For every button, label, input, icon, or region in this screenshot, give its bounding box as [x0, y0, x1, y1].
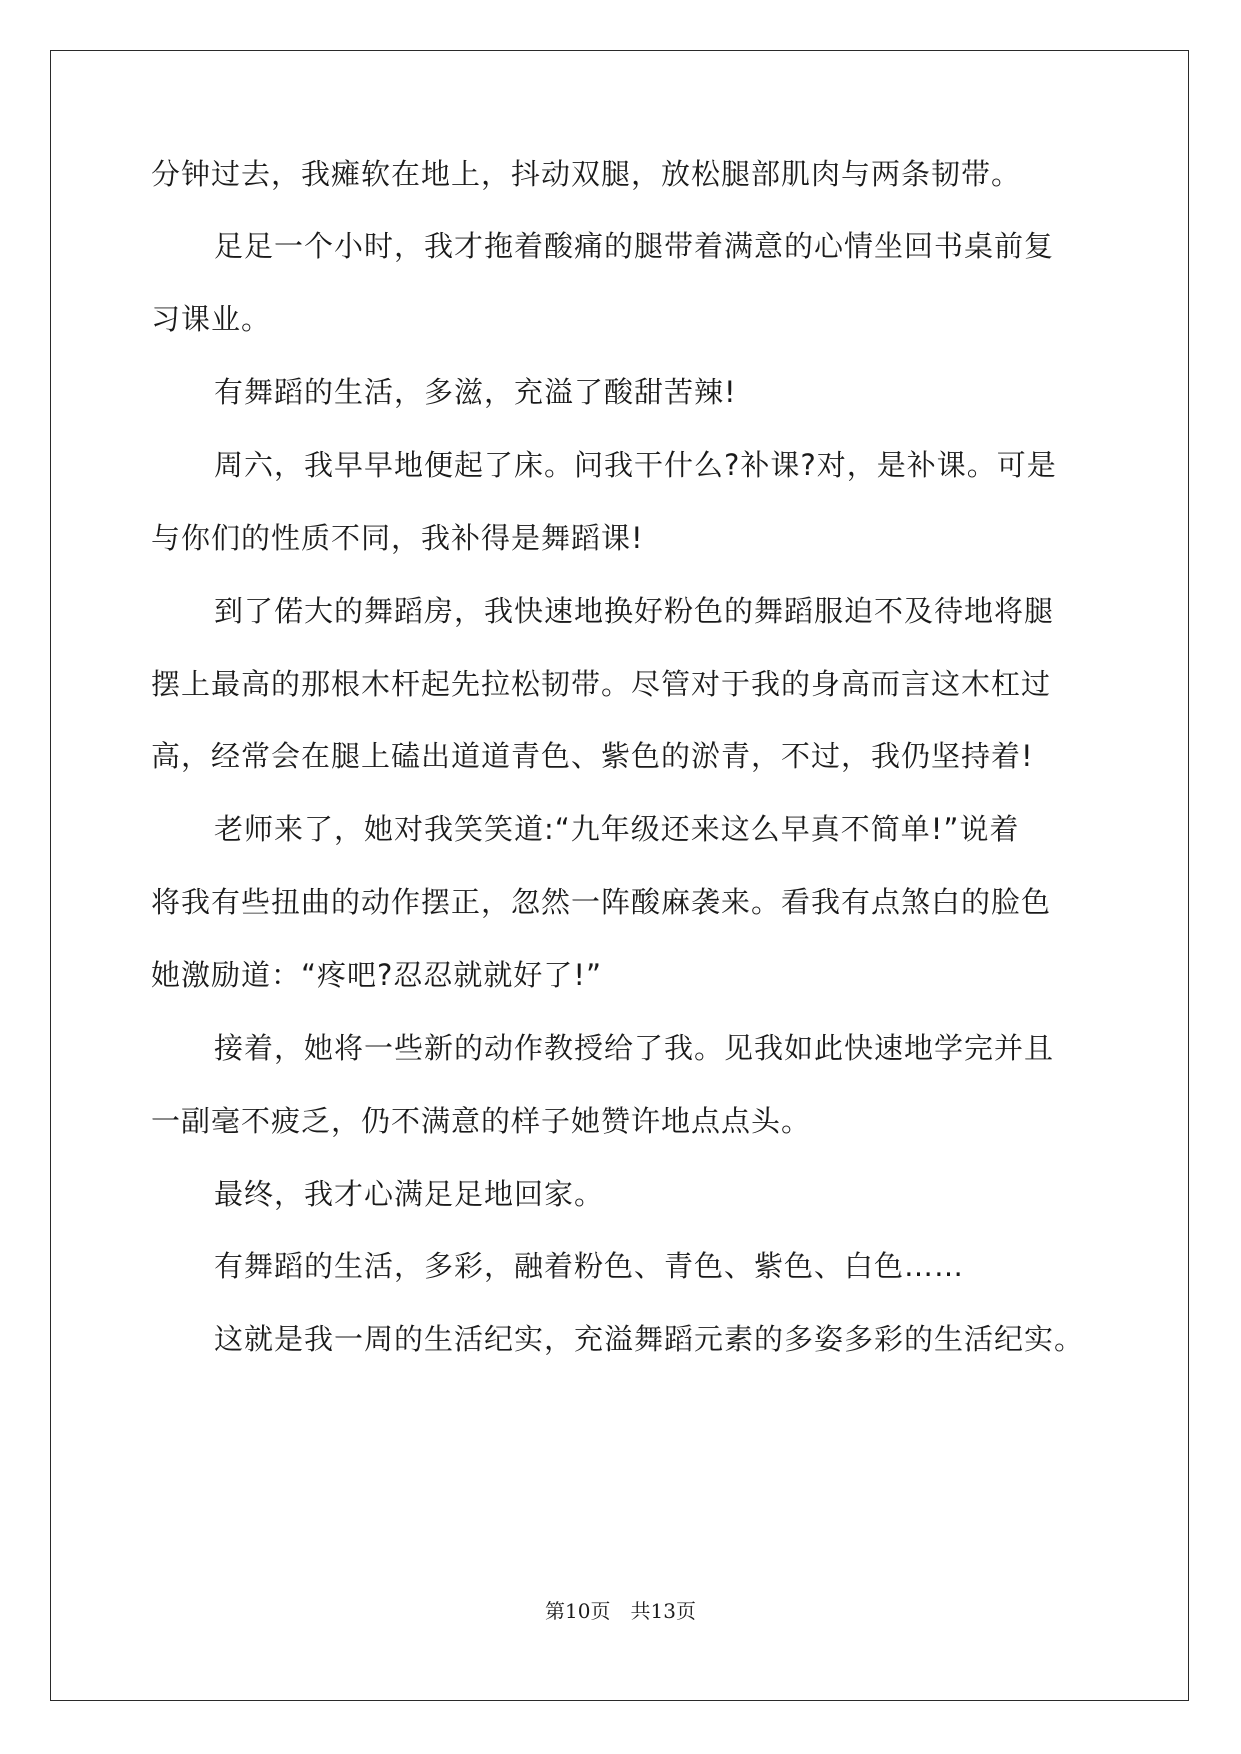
page-border — [50, 50, 1189, 1701]
text-line: 老师来了，她对我笑笑道:“九年级还来这么早真不简单!”说着 — [214, 812, 1020, 846]
text-line: 有舞蹈的生活，多滋，充溢了酸甜苦辣! — [214, 375, 737, 409]
text-line: 最终，我才心满足足地回家。 — [214, 1177, 605, 1211]
text-line: 高，经常会在腿上磕出道道青色、紫色的淤青，不过，我仍坚持着! — [151, 739, 1034, 773]
text-line: 习课业。 — [151, 302, 272, 336]
text-line: 接着，她将一些新的动作教授给了我。见我如此快速地学完并且 — [214, 1031, 1055, 1065]
text-line: 周六，我早早地便起了床。问我干什么?补课?对，是补课。可是 — [214, 448, 1057, 482]
text-line: 有舞蹈的生活，多彩，融着粉色、青色、紫色、白色…… — [214, 1249, 965, 1283]
text-line: 分钟过去，我瘫软在地上，抖动双腿，放松腿部肌肉与两条韧带。 — [151, 157, 1022, 191]
text-line: 将我有些扭曲的动作摆正，忽然一阵酸麻袭来。看我有点煞白的脸色 — [151, 885, 1052, 919]
text-line: 摆上最高的那根木杆起先拉松韧带。尽管对于我的身高而言这木杠过 — [151, 667, 1052, 701]
text-line: 到了偌大的舞蹈房，我快速地换好粉色的舞蹈服迫不及待地将腿 — [214, 594, 1055, 628]
text-line: 与你们的性质不同，我补得是舞蹈课! — [151, 521, 644, 555]
text-line: 她激励道：“疼吧?忍忍就就好了!” — [151, 958, 603, 992]
text-line: 这就是我一周的生活纪实，充溢舞蹈元素的多姿多彩的生活纪实。 — [214, 1322, 1085, 1356]
page-number-footer: 第10页 共13页 — [545, 1599, 696, 1623]
text-line: 一副毫不疲乏，仍不满意的样子她赞许地点点头。 — [151, 1104, 812, 1138]
text-line: 足足一个小时，我才拖着酸痛的腿带着满意的心情坐回书桌前复 — [214, 229, 1055, 263]
